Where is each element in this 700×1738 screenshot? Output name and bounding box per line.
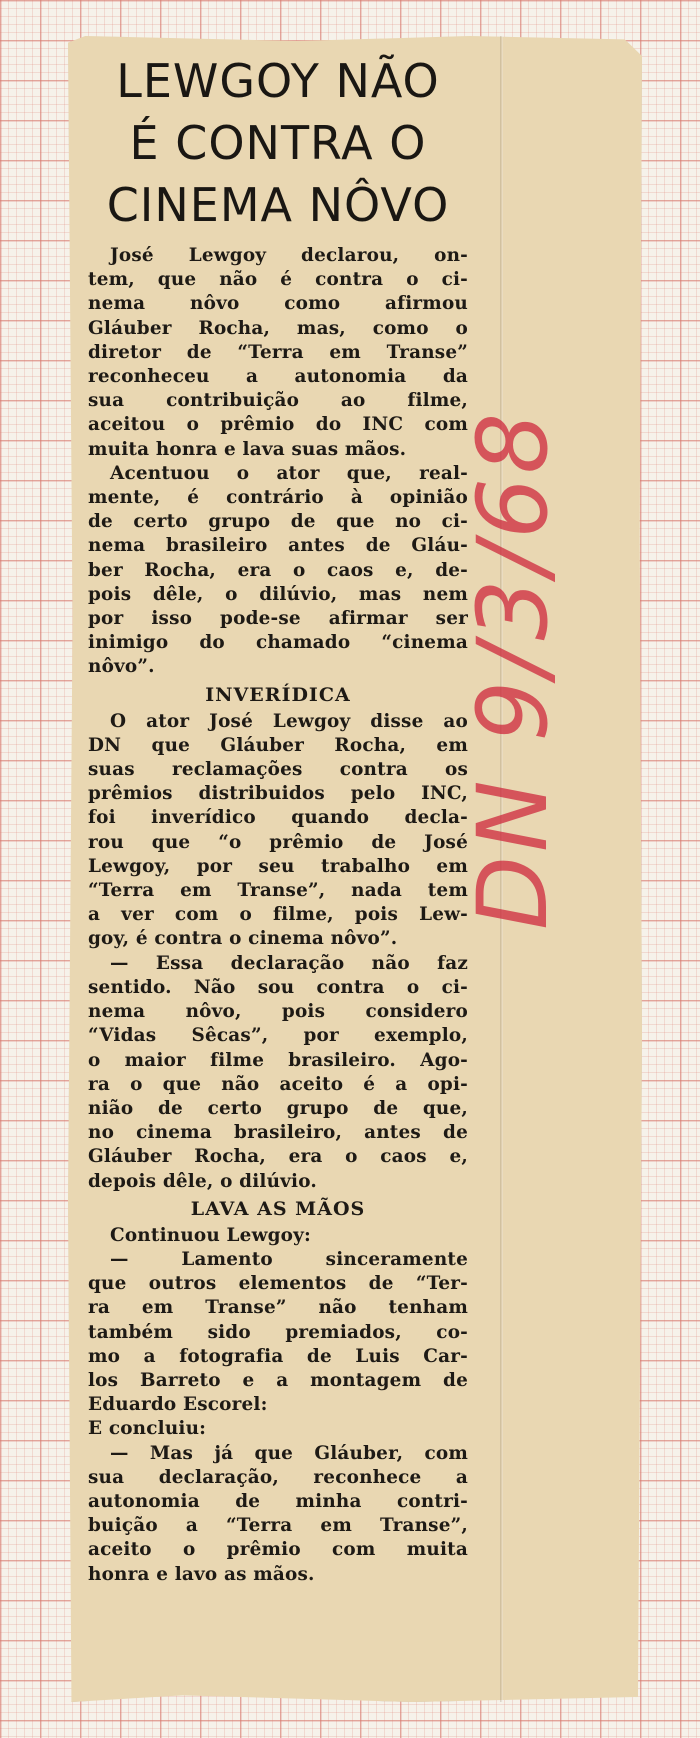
body-line: DN que Gláuber Rocha, em	[88, 734, 468, 756]
body-line: mo a fotografia de Luis Car-	[88, 1345, 468, 1367]
body-line: pois dêle, o dilúvio, mas nem	[88, 583, 468, 605]
section-inveridica	[88, 710, 468, 1194]
body-line: nema nôvo, pois considero	[88, 1001, 468, 1023]
section-lava-as-maos	[88, 1224, 468, 1587]
body-line: aceitou o prêmio do INC com	[88, 414, 468, 436]
body-line: muita honra e lava suas mãos.	[88, 438, 407, 460]
body-line: ra em Transe” não tenham	[88, 1297, 468, 1319]
body-line: que outros elementos de “Ter-	[88, 1273, 468, 1295]
body-line: autonomia de minha contri-	[88, 1490, 468, 1512]
body-line: sua contribuição ao filme,	[88, 390, 468, 412]
body-line: por isso pode-se afirmar ser	[88, 608, 468, 630]
body-line: no cinema brasileiro, antes de	[88, 1122, 468, 1144]
body-line: tem, que não é contra o ci-	[88, 269, 468, 291]
body-line: depois dêle, o dilúvio.	[88, 1170, 317, 1192]
subheading-lava-as-maos: LAVA AS MÃOS	[190, 1197, 366, 1220]
body-line: a ver com o filme, pois Lew-	[88, 904, 468, 926]
body-line: diretor de “Terra em Transe”	[88, 341, 468, 363]
body-line: Acentuou o ator que, real-	[110, 462, 468, 484]
body-line: de certo grupo de que no ci-	[88, 511, 468, 533]
body-line: Continuou Lewgoy:	[110, 1224, 312, 1246]
body-line: E concluiu:	[88, 1418, 207, 1440]
body-line: los Barreto e a montagem de	[88, 1369, 468, 1391]
body-line: também sido premiados, co-	[88, 1321, 468, 1343]
body-line: o maior filme brasileiro. Ago-	[88, 1049, 468, 1071]
headline-line: É CONTRA O	[129, 116, 427, 170]
body-line: inimigo do chamado “cinema	[88, 632, 468, 654]
body-line: sua declaração, reconhece a	[88, 1466, 468, 1488]
body-line: Gláuber Rocha, era o caos e,	[88, 1146, 468, 1168]
handwritten-date-note	[468, 690, 558, 930]
body-line: “Vidas Sêcas”, por exemplo,	[88, 1025, 468, 1047]
body-line: Gláuber Rocha, mas, como o	[88, 317, 468, 339]
body-line: — Essa declaração não faz	[110, 952, 468, 974]
body-line: mente, é contrário à opinião	[88, 487, 468, 509]
body-line: nião de certo grupo de que,	[88, 1097, 468, 1119]
body-line: goy, é contra o cinema nôvo”.	[88, 928, 398, 950]
article	[88, 50, 468, 1587]
body-line: prêmios distribuidos pelo INC,	[88, 783, 468, 805]
body-line: — Mas já que Gláuber, com	[110, 1442, 468, 1464]
headline-line: CINEMA NÔVO	[106, 178, 450, 232]
headline-line: LEWGOY NÃO	[116, 54, 440, 108]
body-line: nema brasileiro antes de Gláu-	[88, 535, 468, 557]
body-line: buição a “Terra em Transe”,	[88, 1515, 468, 1537]
body-line: “Terra em Transe”, nada tem	[88, 880, 468, 902]
body-line: — Lamento sinceramente	[110, 1248, 468, 1270]
body-line: reconheceu a autonomia da	[88, 366, 468, 388]
headline	[88, 50, 468, 236]
body-line: O ator José Lewgoy disse ao	[110, 710, 468, 732]
body-line: nôvo”.	[88, 656, 155, 678]
subheading-inveridica: INVERÍDICA	[205, 683, 351, 706]
body-line: Lewgoy, por seu trabalho em	[88, 855, 468, 877]
body-line: ber Rocha, era o caos e, de-	[88, 559, 468, 581]
body-line: foi inverídico quando decla-	[88, 807, 468, 829]
body-line: aceito o prêmio com muita	[88, 1539, 468, 1561]
body-line: nema nôvo como afirmou	[88, 293, 468, 315]
body-line: Eduardo Escorel:	[88, 1394, 268, 1416]
body-line: ra o que não aceito é a opi-	[88, 1073, 468, 1095]
body-line: sentido. Não sou contra o ci-	[88, 976, 468, 998]
body-line: honra e lavo as mãos.	[88, 1563, 315, 1585]
body-line: José Lewgoy declarou, on-	[110, 245, 468, 266]
body-line: suas reclamações contra os	[88, 759, 468, 781]
section-intro	[88, 244, 468, 680]
body-line: rou que “o prêmio de José	[88, 831, 468, 853]
